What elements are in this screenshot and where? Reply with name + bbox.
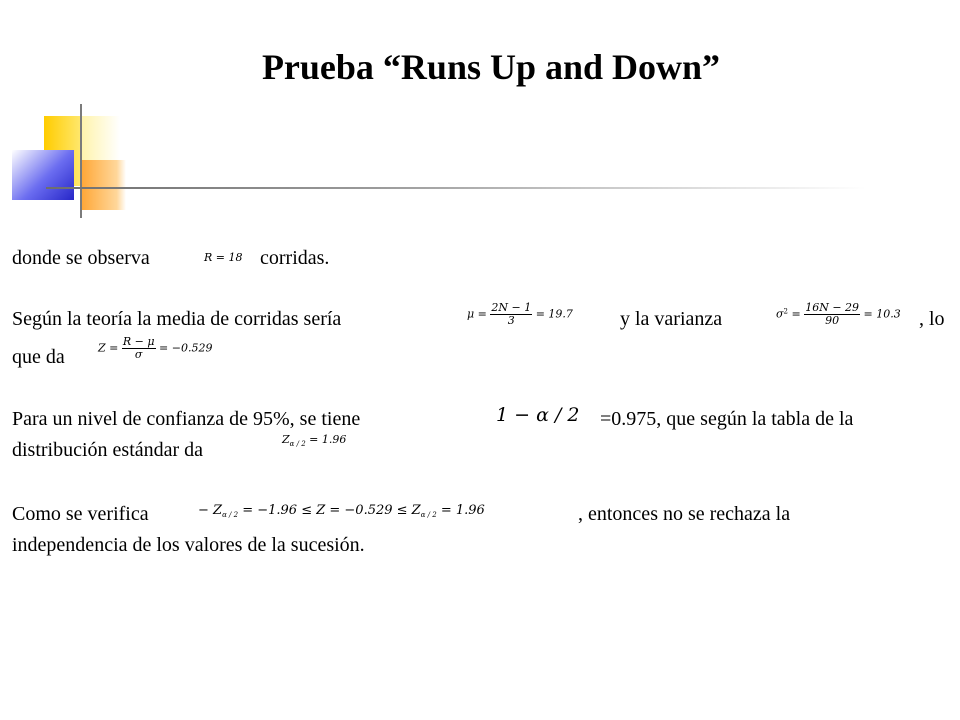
formula-z-statistic: Z = $\frac{R - \mu}{\sigma}$ = −0.529 bbox=[98, 335, 213, 361]
formula-mean: μ = $\frac{2N - 1}{3}$ = 19.7 bbox=[467, 301, 573, 327]
formula-one-minus-alpha-half: 1 − α / 2 bbox=[496, 404, 580, 426]
orange-square bbox=[80, 160, 126, 210]
light-yellow-square bbox=[80, 116, 120, 162]
text-media-corridas: Según la teoría la media de corridas sería bbox=[12, 308, 342, 330]
slide-logo-decoration bbox=[0, 0, 960, 230]
formula-variance: $\sigma^2$ = $\frac{16N - 29}{90}$ = 10.3 bbox=[776, 301, 901, 327]
yellow-square bbox=[44, 116, 80, 186]
formula-inequality: − $Z_{\alpha / 2} = -1.96 \le Z = -0.529 \le Z_{\alpha / 2} = 1.96$ bbox=[198, 503, 485, 519]
line-observed-runs bbox=[12, 246, 150, 270]
text-lo: , lo bbox=[919, 308, 945, 330]
text-0975: =0.975, que según la tabla de la bbox=[600, 408, 854, 430]
text-no-se-rechaza: , entonces no se rechaza la bbox=[578, 503, 791, 525]
formula-r-equals-18: R = 18 bbox=[204, 251, 243, 264]
text-distribucion-estandar: distribución estándar da bbox=[12, 439, 204, 461]
text-nivel-confianza: Para un nivel de confianza de 95%, se tiene bbox=[12, 408, 361, 430]
text-como-se-verifica: Como se verifica bbox=[12, 503, 149, 525]
vertical-rule bbox=[80, 104, 82, 218]
horizontal-rule bbox=[46, 187, 866, 189]
formula-z-critical: $Z_{\alpha / 2} = 1.96$ bbox=[282, 433, 347, 448]
text-corridas: corridas. bbox=[260, 247, 330, 269]
text-que-da: que da bbox=[12, 346, 65, 368]
text-varianza: y la varianza bbox=[620, 308, 723, 330]
text-donde: donde se observa bbox=[12, 247, 150, 269]
slide-title: Prueba “Runs Up and Down” bbox=[261, 47, 721, 87]
text-independencia: independencia de los valores de la sucesión. bbox=[12, 534, 365, 556]
blue-square bbox=[12, 150, 74, 200]
